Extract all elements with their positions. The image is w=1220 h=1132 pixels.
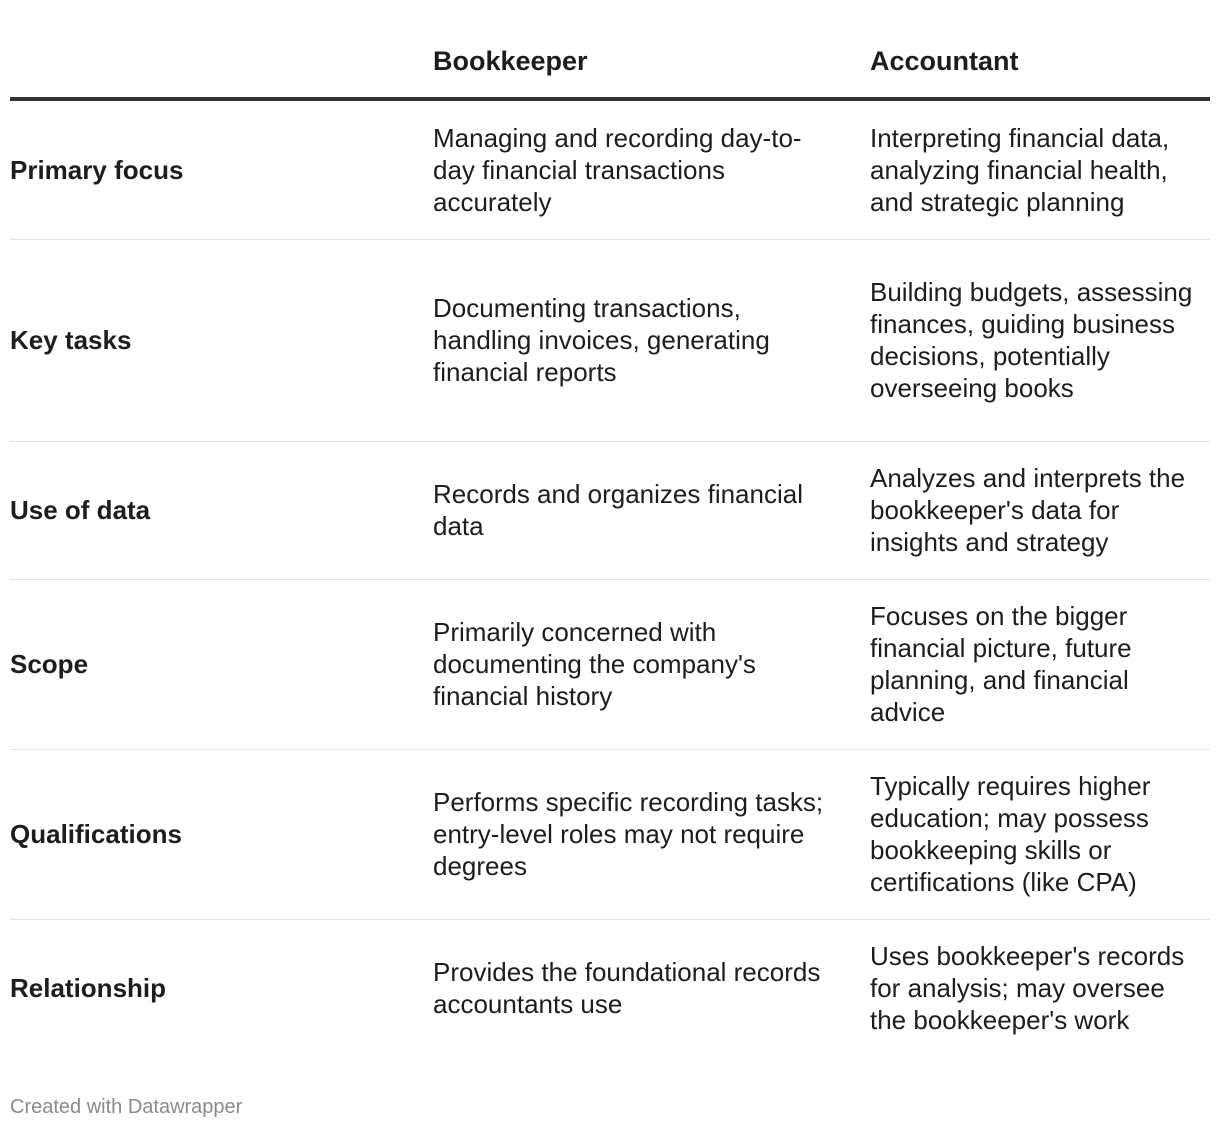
accountant-cell	[870, 239, 1210, 441]
table-row	[10, 579, 1210, 749]
comparison-table-container	[10, 0, 1210, 1057]
cell-text: Uses bookkeeper's records for analysis; may oversee the bookkeeper's work	[870, 941, 1185, 1036]
bookkeeper-cell	[433, 579, 870, 749]
row-label: Primary focus	[10, 99, 433, 239]
accountant-cell	[870, 99, 1210, 239]
cell-text: Primarily concerned with documenting the company's financial history	[433, 617, 756, 711]
row-label: Scope	[10, 579, 433, 749]
table-body	[10, 99, 1210, 1057]
cell-text: Typically requires higher education; may possess bookkeeping skills or certifications (like CPA)	[870, 771, 1151, 897]
cell-text: Building budgets, assessing finances, guiding business decisions, potentially overseeing books	[870, 277, 1193, 403]
cell-text: Documenting transactions, handling invoices, generating financial reports	[433, 293, 770, 387]
table-row	[10, 239, 1210, 441]
table-row	[10, 441, 1210, 579]
header-row	[10, 0, 1210, 99]
table-row	[10, 99, 1210, 239]
header-accountant: Accountant	[870, 0, 1210, 99]
cell-text: Focuses on the bigger financial picture, future planning, and financial advice	[870, 601, 1132, 727]
accountant-cell	[870, 441, 1210, 579]
table-row	[10, 749, 1210, 919]
bookkeeper-cell	[433, 441, 870, 579]
row-label: Use of data	[10, 441, 433, 579]
header-empty	[10, 0, 433, 99]
table-row	[10, 919, 1210, 1057]
accountant-cell	[870, 749, 1210, 919]
cell-text: Managing and recording day-to-day financial transactions accurately	[433, 122, 802, 217]
row-label: Key tasks	[10, 239, 433, 441]
cell-text: Analyzes and interprets the bookkeeper's data for insights and strategy	[870, 463, 1186, 557]
accountant-cell	[870, 919, 1210, 1057]
comparison-table	[10, 0, 1210, 1057]
row-label: Qualifications	[10, 749, 433, 919]
bookkeeper-cell	[433, 239, 870, 441]
bookkeeper-cell	[433, 99, 870, 239]
row-label: Relationship	[10, 973, 167, 1004]
cell-text: Performs specific recording tasks; entry-level roles may not require degrees	[433, 787, 824, 881]
cell-text: Records and organizes financial data	[433, 479, 803, 541]
bookkeeper-cell	[433, 749, 870, 919]
accountant-cell	[870, 579, 1210, 749]
cell-text: Provides the foundational records accountants use	[433, 957, 821, 1020]
header-bookkeeper: Bookkeeper	[433, 0, 870, 99]
cell-text: Interpreting financial data, analyzing financial health, and strategic planning	[870, 122, 1170, 217]
bookkeeper-cell	[433, 919, 870, 1057]
table-header	[10, 0, 1210, 99]
datawrapper-credit: Created with Datawrapper	[10, 1096, 243, 1118]
